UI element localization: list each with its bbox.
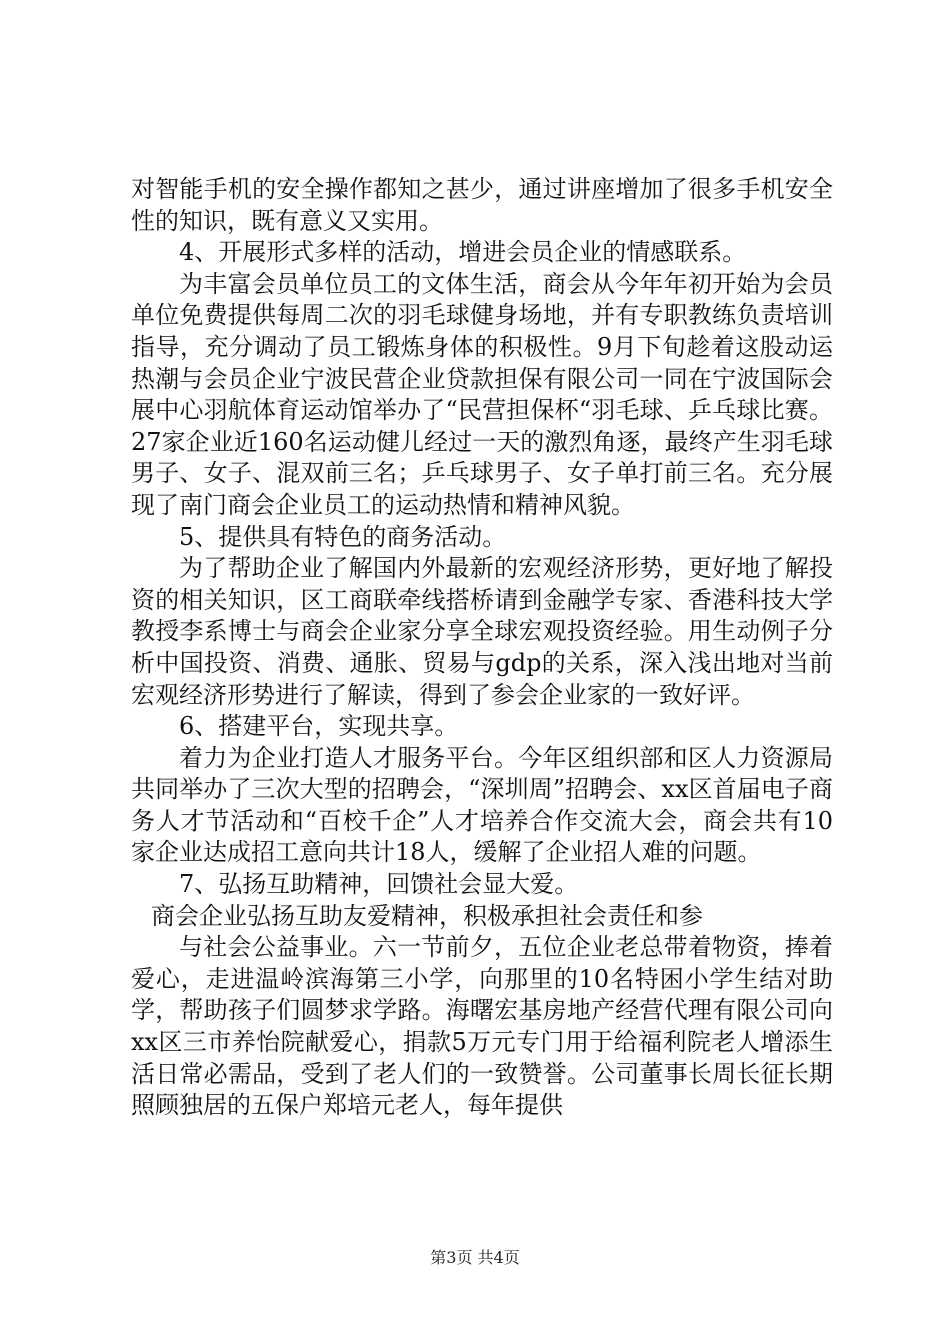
paragraph: 着力为企业打造人才服务平台。今年区组织部和区人力资源局共同举办了三次大型的招聘会，“深圳周”招聘会、xx区首届电子商务人才节活动和“百校千企”人才培养合作交流大会，商会共有10家企业达成招工意向共计18人，缓解了企业招人难的问题。 xyxy=(131,743,833,867)
paragraph: 为丰富会员单位员工的文体生活，商会从今年年初开始为会员单位免费提供每周二次的羽毛球健身场地，并有专职教练负责培训指导，充分调动了员工锻炼身体的积极性。9月下旬趁着这股动运热潮与会员企业宁波民营企业贷款担保有限公司一同在宁波国际会展中心羽航体育运动馆举办了“民营担保杯“羽毛球、乒乓球比赛。27家企业近160名运动健儿经过一天的激烈角逐，最终产生羽毛球男子、女子、混双前三名；乒乓球男子、女子单打前三名。充分展现了南门商会企业员工的运动热情和精神风貌。 xyxy=(131,269,833,519)
body-text xyxy=(131,174,833,1122)
section-heading: 5、提供具有特色的商务活动。 xyxy=(179,522,507,551)
paragraph: 对智能手机的安全操作都知之甚少，通过讲座增加了很多手机安全性的知识，既有意义又实用。 xyxy=(131,175,833,235)
page-footer: 第3页 共4页 xyxy=(430,1248,520,1267)
paragraph: 商会企业弘扬互助友爱精神，积极承担社会责任和参 xyxy=(151,901,703,930)
section-heading: 6、搭建平台，实现共享。 xyxy=(179,712,459,741)
paragraph: 为了帮助企业了解国内外最新的宏观经济形势，更好地了解投资的相关知识，区工商联牵线搭桥请到金融学专家、香港科技大学教授李系博士与商会企业家分享全球宏观投资经验。用生动例子分析中国投资、消费、通胀、贸易与gdp的关系，深入浅出地对当前宏观经济形势进行了解读，得到了参会企业家的一致好评。 xyxy=(131,554,833,709)
section-heading: 4、开展形式多样的活动，增进会员企业的情感联系。 xyxy=(179,238,747,267)
section-heading: 7、弘扬互助精神，回馈社会显大爱。 xyxy=(179,870,579,899)
paragraph: 与社会公益事业。六一节前夕，五位企业老总带着物资，捧着爱心，走进温岭滨海第三小学，向那里的10名特困小学生结对助学，帮助孩子们圆梦求学路。海曙宏基房地产经营代理有限公司向xx区三市养怡院献爱心，捐款5万元专门用于给福利院老人增添生活日常必需品，受到了老人们的一致赞誉。公司董事长周长征长期照顾独居的五保户郑培元老人，每年提供 xyxy=(131,933,833,1120)
